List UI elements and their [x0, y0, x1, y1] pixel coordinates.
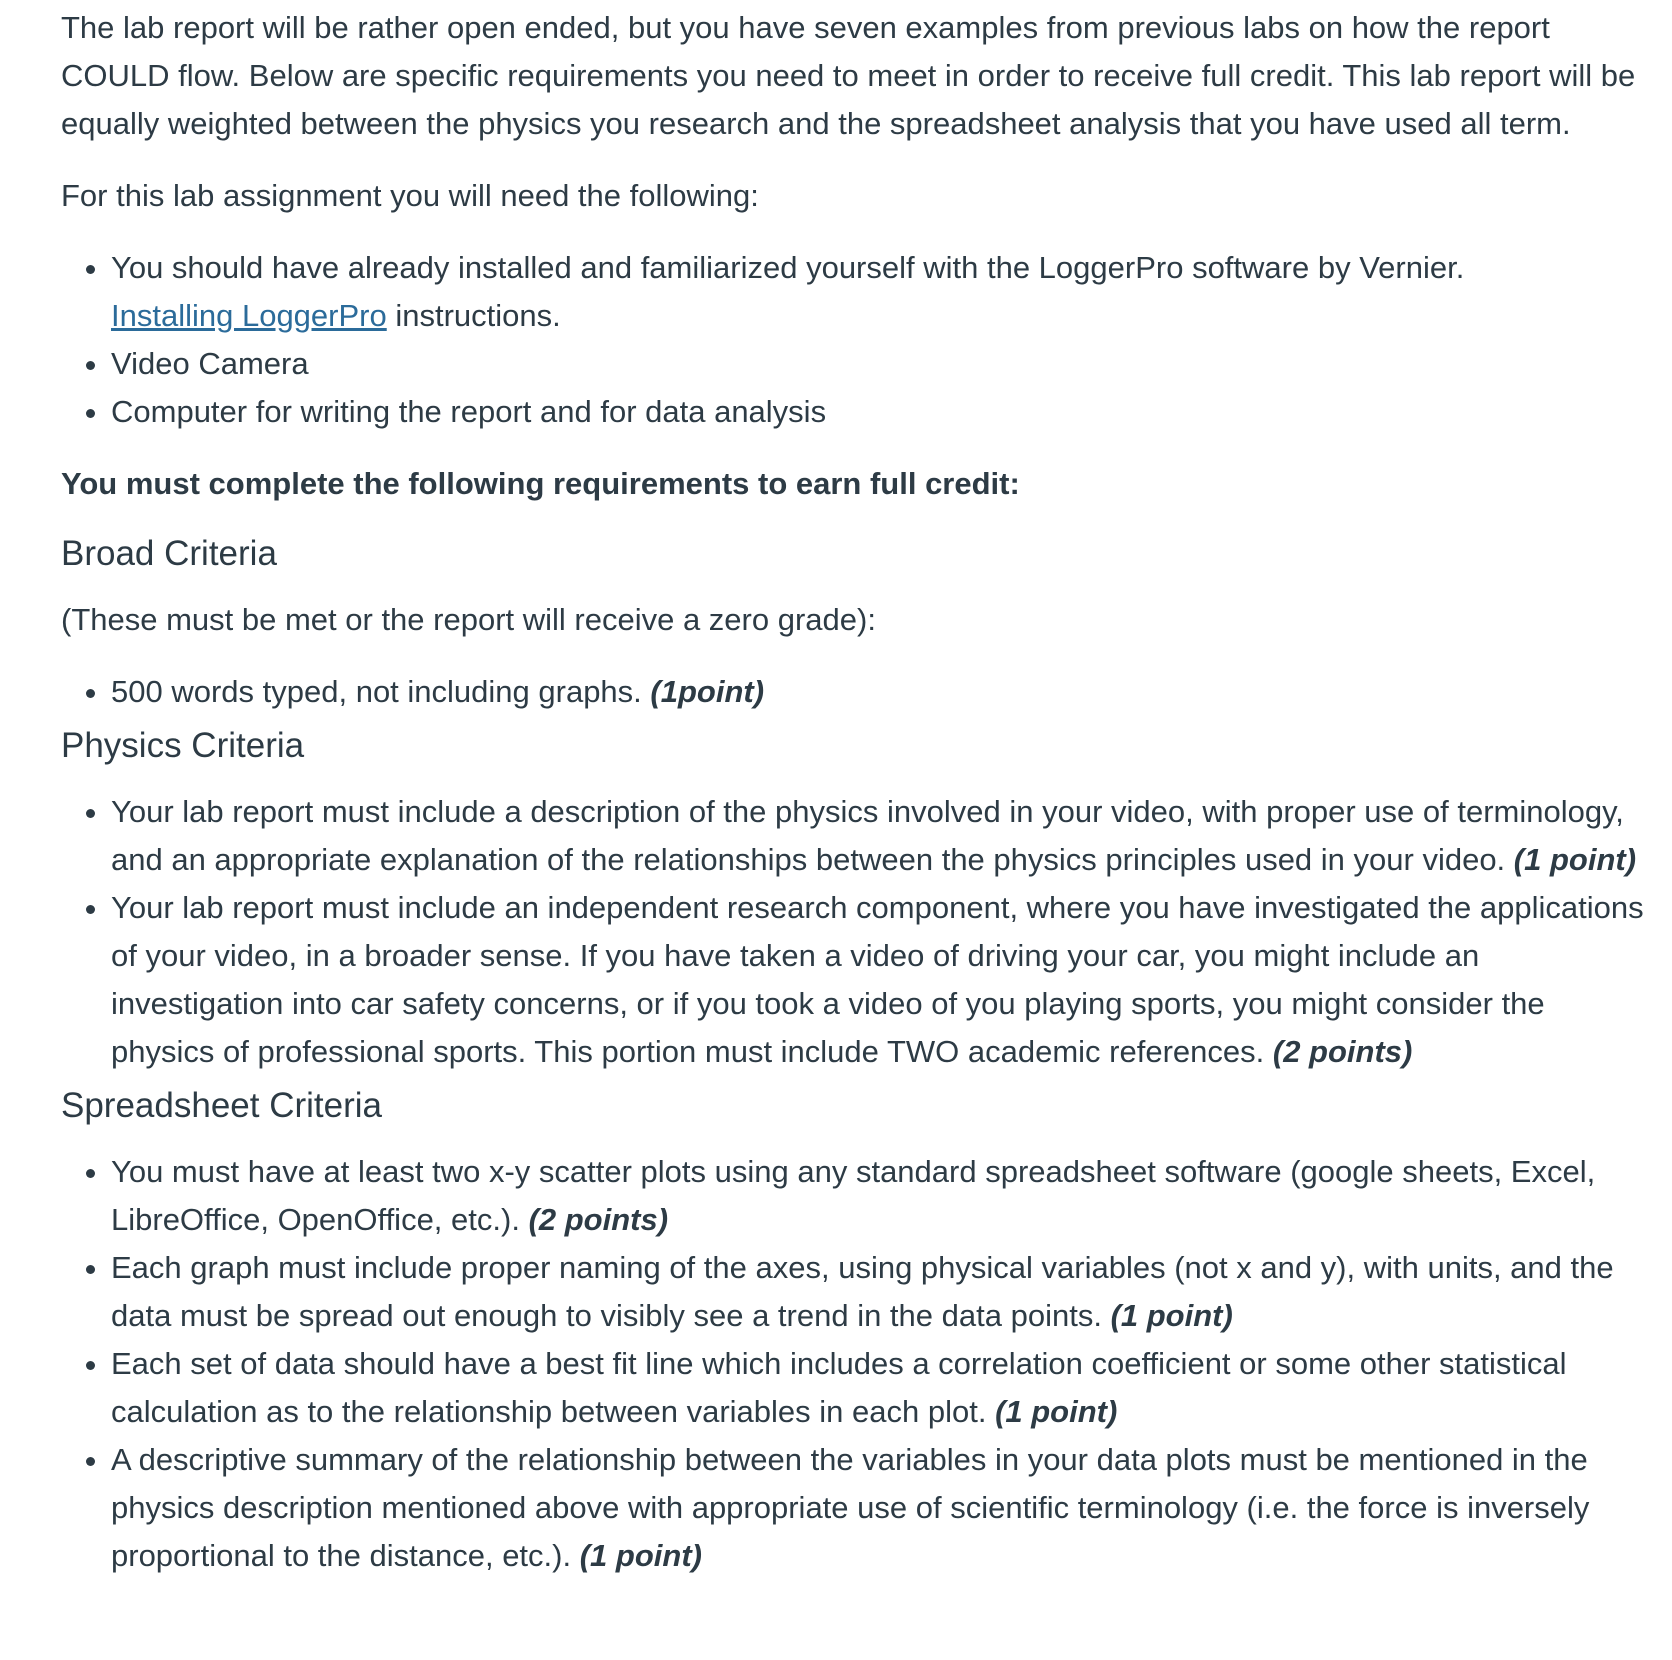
criterion-points: (1 point) [1110, 1298, 1233, 1333]
broad-criteria-note: (These must be met or the report will receive a zero grade): [61, 602, 876, 637]
criterion-text: Each set of data should have a best fit line which includes a correlation coefficient or some other statistical calculation as to the relationship between variables in each plot. [111, 1346, 1567, 1429]
spreadsheet-criteria-heading: Spreadsheet Criteria [61, 1086, 382, 1125]
criterion-points: (1 point) [1513, 842, 1637, 877]
criterion-points: (1point) [650, 674, 765, 709]
needs-lead: For this lab assignment you will need the following: [61, 178, 759, 213]
list-item [111, 788, 1651, 884]
installing-loggerpro-link[interactable]: Installing LoggerPro [111, 298, 387, 333]
criterion-text: You must have at least two x-y scatter plots using any standard spreadsheet software (google sheets, Excel, LibreOffice, OpenOffice, etc.). [111, 1154, 1596, 1237]
list-item: • Video Camera [111, 340, 1651, 388]
criterion-points: (2 points) [1272, 1034, 1413, 1069]
spreadsheet-criteria-list [61, 1148, 1651, 1580]
criterion-points: (1 point) [579, 1538, 702, 1573]
list-item [111, 1244, 1651, 1340]
list-item [111, 1436, 1651, 1580]
criterion-text: Each graph must include proper naming of the axes, using physical variables (not x and y), with units, and the data must be spread out enough to visibly see a trend in the data points. [111, 1250, 1614, 1333]
requirements-heading: You must complete the following requirements to earn full credit: [61, 466, 1020, 501]
needs-item-suffix: instructions. [395, 298, 561, 333]
needs-list [61, 244, 1651, 436]
intro-paragraph: The lab report will be rather open ended, but you have seven examples from previous labs on how the report COULD flow. Below are specific requirements you need to meet in order to receive full credit. This lab report will be equally weighted between the physics you research and the spreadsheet analysis that you have used all term. [61, 10, 1636, 141]
list-item [111, 884, 1651, 1076]
broad-criteria-heading: Broad Criteria [61, 534, 277, 573]
list-item [111, 668, 1651, 716]
criterion-text: 500 words typed, not including graphs. [111, 674, 642, 709]
list-item: • Computer for writing the report and for data analysis [111, 388, 1651, 436]
broad-criteria-list [61, 668, 1651, 716]
criterion-points: (2 points) [528, 1202, 669, 1237]
needs-item-text: You should have already installed and familiarized yourself with the LoggerPro software by Vernier. [111, 250, 1465, 285]
physics-criteria-list [61, 788, 1651, 1076]
list-item [111, 1148, 1651, 1244]
list-item [111, 244, 1651, 340]
criterion-text: Your lab report must include a description of the physics involved in your video, with proper use of terminology, and an appropriate explanation of the relationships between the physics principles used in your video. [111, 794, 1624, 877]
list-item [111, 1340, 1651, 1436]
criterion-points: (1 point) [995, 1394, 1118, 1429]
assignment-content [61, 4, 1651, 1588]
criterion-text: Your lab report must include an independent research component, where you have investigated the applications of your video, in a broader sense. If you have taken a video of driving your car, you might include an investigation into car safety concerns, or if you took a video of you playing sports, you might consider the physics of professional sports. This portion must include TWO academic references. [111, 890, 1644, 1069]
physics-criteria-heading: Physics Criteria [61, 726, 305, 765]
criterion-text: A descriptive summary of the relationship between the variables in your data plots must be mentioned in the physics description mentioned above with appropriate use of scientific terminology (i.e. the force is inversely proportional to the distance, etc.). [111, 1442, 1590, 1573]
